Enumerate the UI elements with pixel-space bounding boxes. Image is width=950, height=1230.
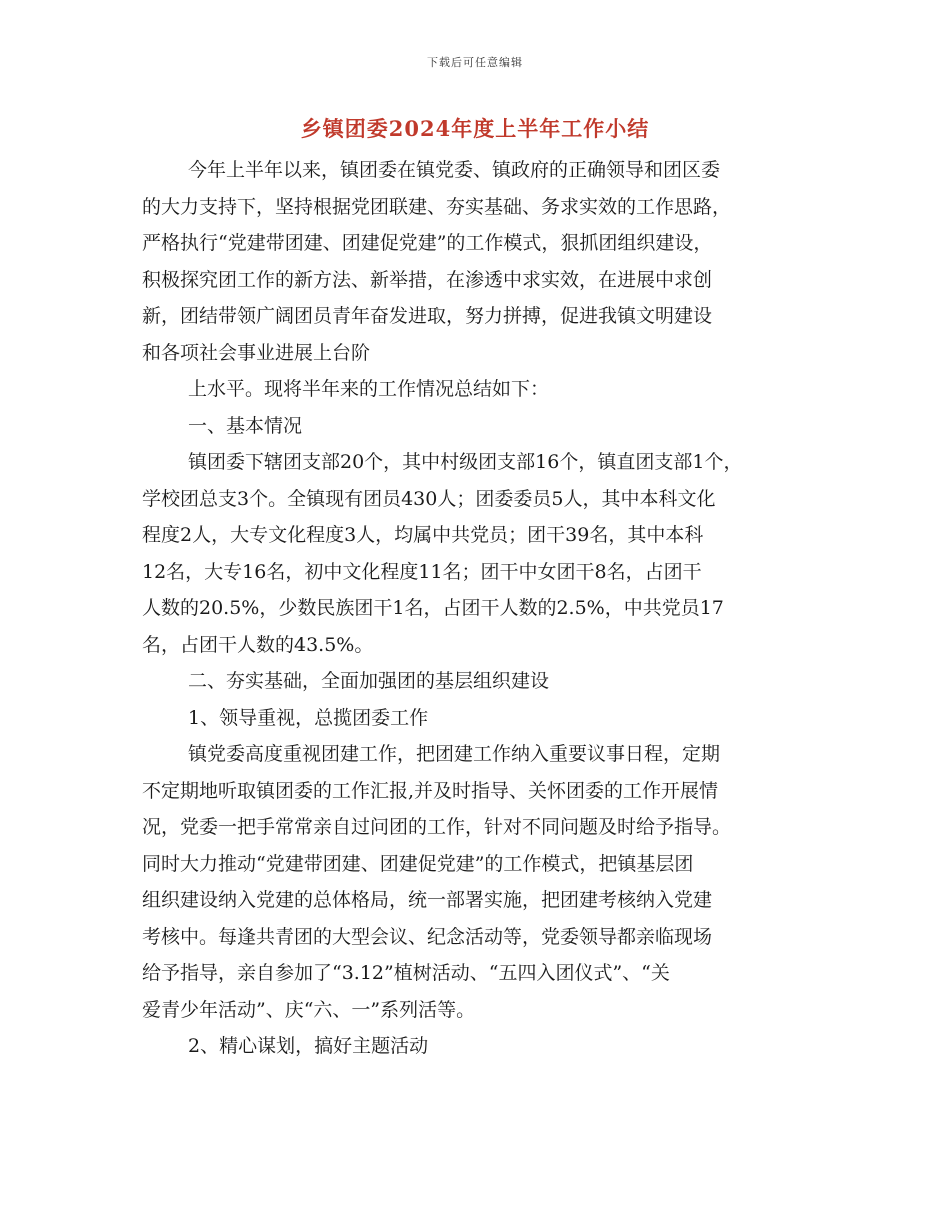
text-line: 名，占团干人数的43.5%。 bbox=[142, 633, 374, 656]
text-line: 12名，大专16名，初中文化程度11名；团干中女团干8名，占团干 bbox=[142, 560, 702, 583]
text-line: 二、夯实基础，全面加强团的基层组织建设 bbox=[188, 670, 550, 692]
text-line: 况，党委一把手常常亲自过问团的工作，针对不同问题及时给予指导。 bbox=[142, 816, 732, 838]
text-line: 积极探究团工作的新方法、新举措，在渗透中求实效，在进展中求创 bbox=[142, 268, 713, 291]
text-line: 同时大力推动“党建带团建、团建促党建”的工作模式，把镇基层团 bbox=[142, 852, 694, 875]
text-line: 镇团委下辖团支部20个，其中村级团支部16个，镇直团支部1个， bbox=[188, 451, 743, 473]
text-line: 上水平。现将半年来的工作情况总结如下： bbox=[188, 378, 550, 400]
text-line: 和各项社会事业进展上台阶 bbox=[142, 341, 371, 364]
text-line: 今年上半年以来，镇团委在镇党委、镇政府的正确领导和团区委 bbox=[188, 159, 721, 181]
text-line: 给予指导，亲自参加了“3.12”植树活动、“五四入团仪式”、“关 bbox=[142, 962, 670, 984]
header-note: 下载后可任意编辑 bbox=[427, 56, 523, 69]
text-line: 镇党委高度重视团建工作，把团建工作纳入重要议事日程，定期 bbox=[188, 743, 721, 765]
text-line: 严格执行“党建带团建、团建促党建”的工作模式，狠抓团组织建设， bbox=[142, 232, 713, 254]
text-line: 不定期地听取镇团委的工作汇报,并及时指导、关怀团委的工作开展情 bbox=[142, 779, 719, 802]
text-line: 新，团结带领广阔团员青年奋发进取，努力拼搏，促进我镇文明建设 bbox=[142, 305, 713, 327]
text-line: 一、基本情况 bbox=[188, 414, 303, 437]
text-line: 2、精心谋划，搞好主题活动 bbox=[188, 1035, 429, 1057]
text-line: 学校团总支3个。全镇现有团员430人；团委委员5人，其中本科文化 bbox=[142, 487, 716, 510]
text-line: 1、领导重视，总揽团委工作 bbox=[188, 706, 429, 729]
text-line: 爱青少年活动”、庆“六、一”系列活等。 bbox=[142, 998, 476, 1021]
text-line: 的大力支持下，坚持根据党团联建、夯实基础、务求实效的工作思路， bbox=[142, 195, 732, 218]
text-line: 组织建设纳入党建的总体格局，统一部署实施，把团建考核纳入党建 bbox=[142, 889, 713, 911]
text-line: 程度2人，大专文化程度3人，均属中共党员；团干39名，其中本科 bbox=[142, 524, 704, 546]
document-title: 乡镇团委2024年度上半年工作小结 bbox=[300, 116, 650, 141]
text-line: 人数的20.5%，少数民族团干1名，占团干人数的2.5%，中共党员17 bbox=[142, 597, 724, 619]
text-line: 考核中。每逢共青团的大型会议、纪念活动等，党委领导都亲临现场 bbox=[142, 925, 713, 948]
document-body bbox=[142, 152, 832, 1065]
